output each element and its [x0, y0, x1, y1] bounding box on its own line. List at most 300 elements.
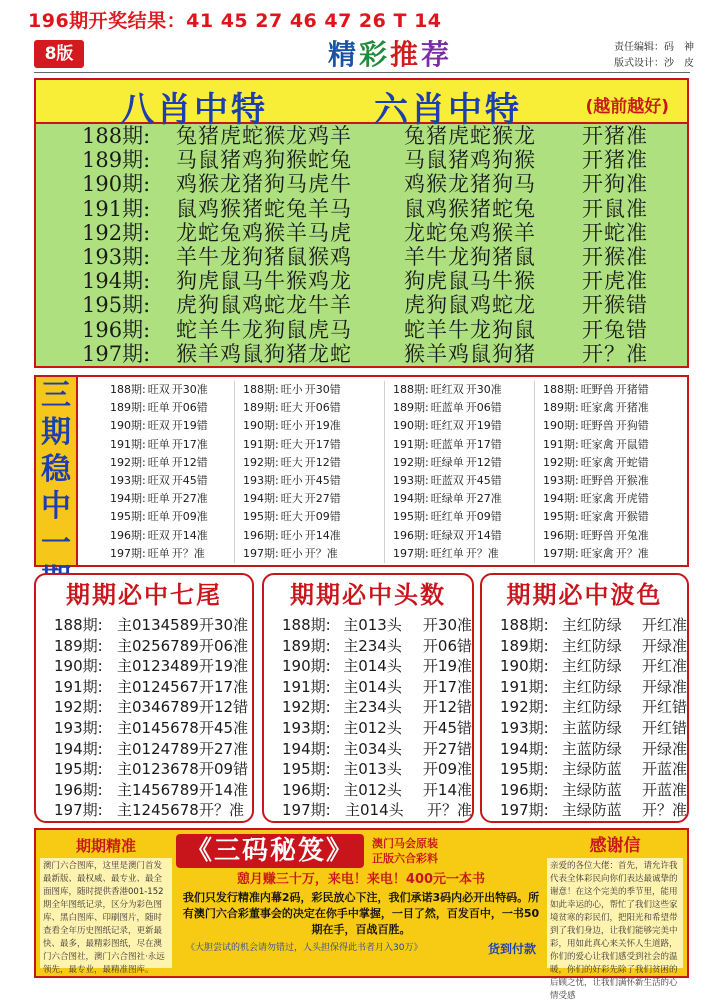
must-win-row — [36, 780, 252, 801]
page-title — [200, 33, 580, 73]
result-label: 开06错 — [422, 636, 472, 655]
result-label: 开猪错 — [615, 383, 649, 396]
result-label: 开绿准 — [641, 739, 687, 758]
three-period-row — [543, 381, 684, 399]
main-pick: 主0346789 — [117, 698, 199, 717]
period-label: 196期: — [543, 528, 579, 542]
result-label: 开30准 — [199, 616, 249, 634]
three-period-row — [243, 436, 384, 454]
period-label: 196期: — [282, 780, 331, 799]
period-label: 197期: — [54, 801, 103, 820]
must-win-row — [36, 718, 252, 739]
pick-label: 旺野兽 — [580, 383, 614, 396]
main-pick: 主绿防蓝 — [561, 760, 622, 779]
three-period-row — [543, 399, 684, 417]
main-pick: 主0145678 — [117, 718, 199, 737]
must-win-panel — [480, 573, 689, 823]
pick-label: 旺蓝单 — [430, 437, 464, 451]
period-label: 194期: — [282, 739, 331, 758]
must-win-row — [482, 739, 687, 760]
main-pick: 主红防绿 — [561, 677, 622, 696]
period-label: 188期: — [282, 616, 331, 634]
must-win-row — [482, 656, 687, 677]
result-label: 开45错 — [171, 474, 208, 488]
period-label: 192期: — [82, 220, 151, 245]
period-label: 194期: — [54, 739, 103, 758]
main-pick: 主013头 — [343, 616, 402, 634]
period-label: 196期: — [500, 780, 549, 799]
three-period-row — [243, 527, 384, 545]
title-char: 彩 — [358, 38, 390, 71]
period-label: 196期: — [243, 528, 279, 542]
period-label: 192期: — [500, 698, 549, 717]
book-description: 我们只发行精准内幕2码，彩民放心下注，我们承诺3码内必开出特码。所有澳门六合彩董事会的决定在你手中掌握，一目了然，百发百中，一书50期在手，百战百胜。 — [182, 891, 540, 936]
three-period-row — [243, 490, 384, 508]
zodiac-row — [82, 269, 687, 293]
three-period-row — [110, 381, 234, 399]
three-period-row — [393, 417, 534, 435]
result-label: 开09错 — [199, 760, 249, 779]
pick-label: 旺野兽 — [580, 474, 614, 488]
main-pick: 主014头 — [345, 801, 404, 820]
result-label: 开？准 — [427, 801, 473, 820]
result-label: 开？准 — [641, 801, 687, 820]
side-title-char: 中 — [41, 489, 71, 524]
eight-zodiac-pick: 狗虎鼠马牛猴鸡龙 — [176, 269, 352, 294]
zodiac-row — [82, 148, 687, 172]
period-label: 197期: — [500, 801, 549, 820]
result-label: 开12错 — [171, 455, 208, 469]
zodiac-section-header — [36, 80, 687, 130]
zodiac-result: 开猪准 — [582, 124, 648, 148]
period-label: 195期: — [82, 293, 151, 318]
result-label: 开猴错 — [615, 510, 649, 524]
main-pick: 主0123489 — [117, 657, 199, 676]
title-char: 推 — [390, 38, 422, 71]
result-label: 开30错 — [304, 383, 341, 396]
zodiac-prediction-section — [34, 78, 689, 368]
main-pick: 主013头 — [343, 760, 402, 779]
period-label: 190期: — [282, 657, 331, 676]
credits — [614, 40, 694, 72]
three-period-row — [110, 472, 234, 490]
zodiac-row — [82, 172, 687, 196]
zodiac-result: 开猪准 — [582, 148, 648, 173]
eight-zodiac-pick: 鼠鸡猴猪蛇兔羊马 — [176, 196, 352, 221]
period-label: 192期: — [243, 455, 279, 469]
must-win-panel — [262, 573, 474, 823]
three-period-row — [243, 417, 384, 435]
zodiac-result: 开？准 — [582, 341, 648, 366]
result-label: 开绿准 — [641, 677, 687, 696]
result-label: 开17准 — [199, 677, 249, 696]
period-label: 191期: — [393, 437, 429, 451]
must-win-row — [264, 656, 472, 677]
period-label: 188期: — [54, 616, 103, 634]
must-win-row — [264, 697, 472, 718]
six-zodiac-pick: 鸡猴龙猪狗马 — [404, 172, 536, 197]
three-period-row — [393, 472, 534, 490]
must-win-row — [482, 759, 687, 780]
main-pick: 主1245678 — [117, 801, 199, 820]
three-period-row — [110, 399, 234, 417]
period-label: 193期: — [82, 244, 151, 269]
three-period-row — [393, 508, 534, 526]
period-label: 195期: — [393, 510, 429, 524]
pick-label: 旺大 — [280, 492, 303, 506]
three-period-row — [110, 436, 234, 454]
result-label: 开鼠错 — [615, 437, 649, 451]
pick-label: 旺绿双 — [430, 528, 464, 542]
pick-label: 旺小 — [280, 474, 303, 488]
period-label: 196期: — [110, 528, 146, 542]
period-label: 197期: — [282, 801, 331, 820]
must-win-row — [36, 615, 252, 636]
pick-label: 旺单 — [147, 492, 170, 506]
period-label: 195期: — [282, 760, 331, 779]
six-zodiac-title: 六肖中特 — [374, 90, 522, 130]
must-win-row — [264, 636, 472, 657]
period-label: 195期: — [543, 510, 579, 524]
three-period-row — [543, 454, 684, 472]
main-pick: 主0134589 — [117, 616, 199, 634]
period-label: 188期: — [82, 124, 151, 148]
three-period-row — [110, 454, 234, 472]
book-source-line: 正版六合彩料 — [372, 852, 439, 865]
zodiac-row — [82, 221, 687, 245]
must-win-row — [264, 780, 472, 801]
thank-you-text: 亲爱的各位大佬：首先，请允许我代表全体彩民向你们表达最诚挚的谢意！在这个完美的季节里，能用如此幸运的心，帮忙了我们这些家境贫寒的彩民们，把阳光和希望带到了我们身边，让我们能够完美中彩，用如此真心来关怀人生道路，你们的爱心让我们感受到社会的温暖，你们的好彩先除了我们贫困的后顾之忧，让我们满怀新生活的心情受感 — [547, 858, 683, 968]
pick-label: 旺双 — [147, 383, 170, 396]
result-label: 开14准 — [422, 780, 472, 799]
pick-label: 旺小 — [280, 383, 303, 396]
three-period-column — [84, 381, 234, 563]
result-label: 开蓝准 — [641, 780, 687, 799]
period-label: 190期: — [82, 172, 151, 197]
result-label: 开17准 — [422, 677, 472, 696]
pick-label: 旺小 — [280, 528, 303, 542]
period-label: 193期: — [54, 718, 103, 737]
eight-zodiac-pick: 蛇羊牛龙狗鼠虎马 — [176, 317, 352, 342]
result-label: 开45错 — [304, 474, 341, 488]
pick-label: 旺小 — [280, 419, 303, 433]
main-pick: 主014头 — [343, 657, 402, 676]
result-label: 开19准 — [199, 657, 249, 676]
must-win-row — [36, 636, 252, 657]
result-label: 开14准 — [199, 780, 249, 799]
result-label: 开绿准 — [641, 636, 687, 655]
period-label: 197期: — [543, 546, 579, 560]
must-win-panel-title: 期期必中头数 — [290, 580, 446, 609]
result-label: 开蓝准 — [641, 760, 687, 779]
result-label: 开12错 — [422, 698, 472, 717]
book-footer-row — [176, 938, 546, 959]
six-zodiac-pick: 猴羊鸡鼠狗猪 — [404, 341, 536, 366]
side-title-char: 稳 — [41, 452, 71, 487]
pick-label: 旺家禽 — [580, 510, 614, 524]
pick-label: 旺家禽 — [580, 437, 614, 451]
result-label: 开红准 — [641, 616, 687, 634]
zodiac-row — [82, 293, 687, 317]
period-label: 197期: — [393, 546, 429, 560]
result-label: 开14准 — [171, 528, 208, 542]
result-label: 开45准 — [199, 718, 249, 737]
result-label: 开06准 — [199, 636, 249, 655]
main-pick: 主0124567 — [117, 677, 199, 696]
eight-zodiac-pick: 虎狗鼠鸡蛇龙牛羊 — [176, 293, 352, 318]
result-label: 开19错 — [171, 419, 208, 433]
edition-badge: 8版 — [34, 40, 84, 68]
three-period-row — [243, 399, 384, 417]
side-title-char: 三 — [41, 378, 71, 413]
result-label: 开12错 — [304, 455, 341, 469]
result-label: 开27错 — [422, 739, 472, 758]
eight-zodiac-pick: 羊牛龙狗猪鼠猴鸡 — [176, 244, 352, 269]
result-label: 开兔准 — [615, 528, 649, 542]
period-label: 188期: — [500, 616, 549, 634]
six-zodiac-pick: 鼠鸡猴猪蛇兔 — [404, 196, 536, 221]
pick-label: 旺绿单 — [430, 492, 464, 506]
designer-credit: 版式设计：沙 皮 — [614, 58, 694, 69]
zodiac-row — [82, 245, 687, 269]
three-period-row — [393, 454, 534, 472]
must-win-row — [36, 800, 252, 821]
period-label: 192期: — [282, 698, 331, 717]
period-label: 190期: — [543, 419, 579, 433]
editor-credit: 责任编辑：码 神 — [614, 42, 694, 53]
period-label: 189期: — [500, 636, 549, 655]
period-label: 194期: — [110, 492, 146, 506]
three-period-column — [384, 381, 534, 563]
must-win-row — [36, 759, 252, 780]
period-label: 188期: — [393, 383, 429, 396]
eight-zodiac-pick: 马鼠猪鸡狗猴蛇兔 — [176, 148, 352, 173]
pick-label: 旺家禽 — [580, 546, 614, 560]
period-label: 195期: — [110, 510, 146, 524]
six-zodiac-pick: 羊牛龙狗猪鼠 — [404, 244, 536, 269]
zodiac-result: 开兔错 — [582, 317, 648, 342]
period-label: 190期: — [500, 657, 549, 676]
main-pick: 主012头 — [343, 718, 402, 737]
period-label: 195期: — [54, 760, 103, 779]
result-label: 开06错 — [304, 401, 341, 415]
must-win-row — [482, 615, 687, 636]
book-source — [372, 836, 438, 866]
pick-label: 旺野兽 — [580, 419, 614, 433]
period-label: 197期: — [243, 546, 279, 560]
result-label: 开27准 — [171, 492, 208, 506]
title-char: 精 — [327, 38, 359, 71]
result-label: 开？准 — [615, 546, 649, 560]
period-label: 189期: — [543, 401, 579, 415]
result-label: 开虎错 — [615, 492, 649, 506]
main-pick: 主红防绿 — [561, 698, 622, 717]
result-label: 开蛇错 — [615, 455, 649, 469]
pick-label: 旺小 — [280, 546, 303, 560]
period-label: 195期: — [500, 760, 549, 779]
period-label: 190期: — [110, 419, 146, 433]
result-label: 开19错 — [465, 419, 502, 433]
result-label: 开09错 — [465, 510, 502, 524]
period-label: 197期: — [82, 341, 151, 366]
period-label: 197期: — [110, 546, 146, 560]
main-pick: 主1456789 — [117, 780, 199, 799]
period-label: 194期: — [393, 492, 429, 506]
period-label: 194期: — [500, 739, 549, 758]
eight-zodiac-pick: 兔猪虎蛇猴龙鸡羊 — [176, 124, 352, 148]
pick-label: 旺红双 — [430, 383, 464, 396]
six-zodiac-pick: 蛇羊牛龙狗鼠 — [404, 317, 536, 342]
footer-right-panel — [547, 834, 683, 1001]
result-label: 开09准 — [171, 510, 208, 524]
pick-label: 旺家禽 — [580, 401, 614, 415]
result-label: 开？准 — [171, 546, 205, 560]
three-period-row — [393, 545, 534, 563]
three-period-row — [110, 490, 234, 508]
period-label: 189期: — [393, 401, 429, 415]
period-label: 195期: — [243, 510, 279, 524]
footer-left-panel — [40, 834, 172, 974]
pick-label: 旺单 — [147, 546, 170, 560]
title-char: 荐 — [421, 38, 453, 71]
result-label: 开14错 — [465, 528, 502, 542]
pick-label: 旺蓝双 — [430, 474, 464, 488]
period-label: 191期: — [110, 437, 146, 451]
three-period-row — [243, 508, 384, 526]
main-pick: 主234头 — [343, 698, 402, 717]
result-label: 开红错 — [641, 698, 687, 717]
result-label: 开09准 — [422, 760, 472, 779]
period-label: 192期: — [543, 455, 579, 469]
result-label: 开06错 — [465, 401, 502, 415]
pick-label: 旺红单 — [430, 510, 464, 524]
three-period-row — [393, 436, 534, 454]
three-period-side-title — [36, 377, 78, 565]
six-zodiac-pick: 狗虎鼠马牛猴 — [404, 269, 536, 294]
pick-label: 旺绿单 — [430, 455, 464, 469]
period-label: 191期: — [543, 437, 579, 451]
pick-label: 旺单 — [147, 437, 170, 451]
pick-label: 旺单 — [147, 455, 170, 469]
three-period-row — [543, 527, 684, 545]
main-pick: 主234头 — [343, 636, 402, 655]
period-label: 192期: — [54, 698, 103, 717]
zodiac-row — [82, 318, 687, 342]
footer-left-text: 澳门六合图库，这里是澳门首发最新版、最权威、最专业、最全面图库，随时提供香港001-152期全年图纸记录，区分为彩色图库、黑白图库、印刷图片，随时查看全年历史图纸记录，更新最快、最多，最精彩图纸，尽在澳门六合图社，澳门六合图社·永远领先，最专业，最精准图库。 — [40, 858, 172, 968]
three-period-row — [243, 472, 384, 490]
pick-label: 旺大 — [280, 510, 303, 524]
footer-left-title: 期期精准 — [75, 837, 136, 855]
period-label: 189期: — [243, 401, 279, 415]
zodiac-tagline: (越前越好) — [585, 97, 669, 117]
result-label: 开30准 — [422, 616, 472, 634]
period-label: 196期: — [82, 317, 151, 342]
period-label: 189期: — [82, 148, 151, 173]
three-period-row — [543, 490, 684, 508]
must-win-panel — [34, 573, 254, 823]
result-label: 开？准 — [199, 801, 245, 820]
three-period-row — [393, 527, 534, 545]
three-period-row — [110, 527, 234, 545]
main-pick: 主0124789 — [117, 739, 199, 758]
zodiac-result: 开猴准 — [582, 244, 648, 269]
result-label: 开狗错 — [615, 419, 649, 433]
pick-label: 旺双 — [147, 474, 170, 488]
three-period-row — [243, 545, 384, 563]
result-label: 开17错 — [304, 437, 341, 451]
three-period-row — [393, 399, 534, 417]
eight-zodiac-pick: 鸡猴龙猪狗马虎牛 — [176, 172, 352, 197]
zodiac-table — [36, 124, 687, 366]
result-label: 开19准 — [304, 419, 341, 433]
period-label: 192期: — [110, 455, 146, 469]
period-label: 192期: — [393, 455, 429, 469]
result-label: 开12错 — [465, 455, 502, 469]
result-label: 开？准 — [465, 546, 499, 560]
must-win-section — [34, 573, 689, 823]
three-period-row — [543, 436, 684, 454]
three-period-row — [543, 472, 684, 490]
eight-zodiac-pick: 龙蛇兔鸡猴羊马虎 — [176, 220, 352, 245]
period-label: 193期: — [393, 474, 429, 488]
main-pick: 主0123678 — [117, 760, 199, 779]
main-pick: 主034头 — [343, 739, 402, 758]
period-label: 193期: — [243, 474, 279, 488]
main-pick: 主红防绿 — [561, 636, 622, 655]
pick-label: 旺家禽 — [580, 455, 614, 469]
eight-zodiac-pick: 猴羊鸡鼠狗猪龙蛇 — [176, 341, 352, 366]
result-label: 开30准 — [465, 383, 502, 396]
period-label: 190期: — [393, 419, 429, 433]
period-label: 194期: — [243, 492, 279, 506]
must-win-row — [482, 780, 687, 801]
period-label: 193期: — [282, 718, 331, 737]
must-win-row — [482, 697, 687, 718]
three-period-row — [543, 545, 684, 563]
main-pick: 主0256789 — [117, 636, 199, 655]
must-win-row — [264, 800, 472, 821]
result-label: 开45错 — [465, 474, 502, 488]
pick-label: 旺蓝单 — [430, 401, 464, 415]
book-banner — [176, 832, 546, 870]
pick-label: 旺单 — [147, 401, 170, 415]
result-label: 开猴准 — [615, 474, 649, 488]
three-period-column — [534, 381, 684, 563]
must-win-row — [264, 759, 472, 780]
main-pick: 主红防绿 — [561, 616, 622, 634]
thank-you-title: 感谢信 — [589, 836, 641, 856]
must-win-row — [264, 615, 472, 636]
six-zodiac-pick: 虎狗鼠鸡蛇龙 — [404, 293, 536, 318]
three-period-section — [34, 375, 689, 567]
must-win-row — [36, 697, 252, 718]
period-label: 194期: — [543, 492, 579, 506]
book-source-line: 澳门马会原装 — [372, 837, 439, 850]
side-title-char: 一 — [41, 526, 71, 561]
three-period-row — [110, 508, 234, 526]
must-win-row — [482, 636, 687, 657]
result-label: 开19准 — [422, 657, 472, 676]
three-period-row — [543, 508, 684, 526]
period-label: 190期: — [243, 419, 279, 433]
period-label: 189期: — [282, 636, 331, 655]
pick-label: 旺双 — [147, 528, 170, 542]
result-label: 开09错 — [304, 510, 341, 524]
zodiac-result: 开虎准 — [582, 269, 648, 294]
six-zodiac-pick: 龙蛇兔鸡猴羊 — [404, 220, 536, 245]
result-label: 开14准 — [304, 528, 341, 542]
period-label: 196期: — [54, 780, 103, 799]
